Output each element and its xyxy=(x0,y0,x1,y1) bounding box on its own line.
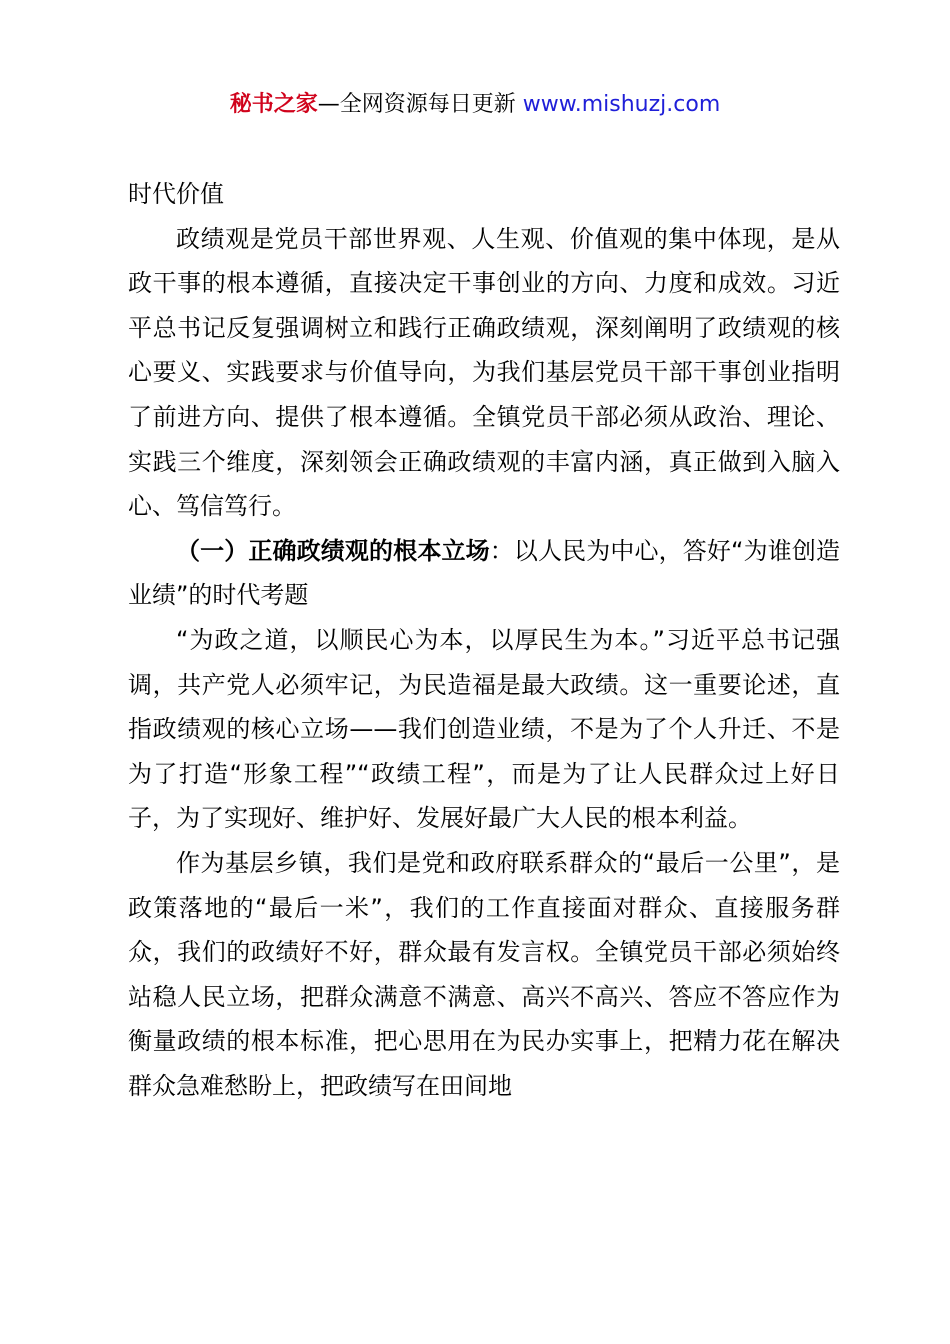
site-header xyxy=(0,88,950,122)
header-tagline: —全网资源每日更新 xyxy=(317,92,516,117)
continued-line: 时代价值 xyxy=(128,180,224,208)
document-body xyxy=(128,172,840,1108)
section-heading xyxy=(128,529,840,618)
section-heading-title: （一）正确政绩观的根本立场 xyxy=(176,536,490,565)
brand-name: 秘书之家 xyxy=(229,92,318,117)
paragraph-grassroots: 作为基层乡镇，我们是党和政府联系群众的“最后一公里”，是政策落地的“最后一米”，我们的工作直接面对群众、直接服务群众，我们的政绩好不好，群众最有发言权。全镇党员干部必须始终站稳人民立场，把群众满意不满意、高兴不高兴、答应不答应作为衡量政绩的根本标准，把心思用在为民办实事上，把精力花在解决群众急难愁盼上，把政绩写在田间地 xyxy=(128,848,840,1100)
section-heading-subtitle: ：以人民为中心，答好“为谁创造业绩”的时代考题 xyxy=(128,536,840,610)
site-url-link[interactable]: www.mishuzj.com xyxy=(522,92,721,117)
paragraph-quote: “为政之道，以顺民心为本，以厚民生为本。”习近平总书记强调，共产党人必须牢记，为民造福是最大政绩。这一重要论述，直指政绩观的核心立场——我们创造业绩，不是为了个人升迁、不是为了打造“形象工程”“政绩工程”，而是为了让人民群众过上好日子，为了实现好、维护好、发展好最广大人民的根本利益。 xyxy=(128,625,840,833)
paragraph-intro: 政绩观是党员干部世界观、人生观、价值观的集中体现，是从政干事的根本遵循，直接决定干事创业的方向、力度和成效。习近平总书记反复强调树立和践行正确政绩观，深刻阐明了政绩观的核心要义、实践要求与价值导向，为我们基层党员干部干事创业指明了前进方向、提供了根本遵循。全镇党员干部必须从政治、理论、实践三个维度，深刻领会正确政绩观的丰富内涵，真正做到入脑入心、笃信笃行。 xyxy=(128,224,840,521)
